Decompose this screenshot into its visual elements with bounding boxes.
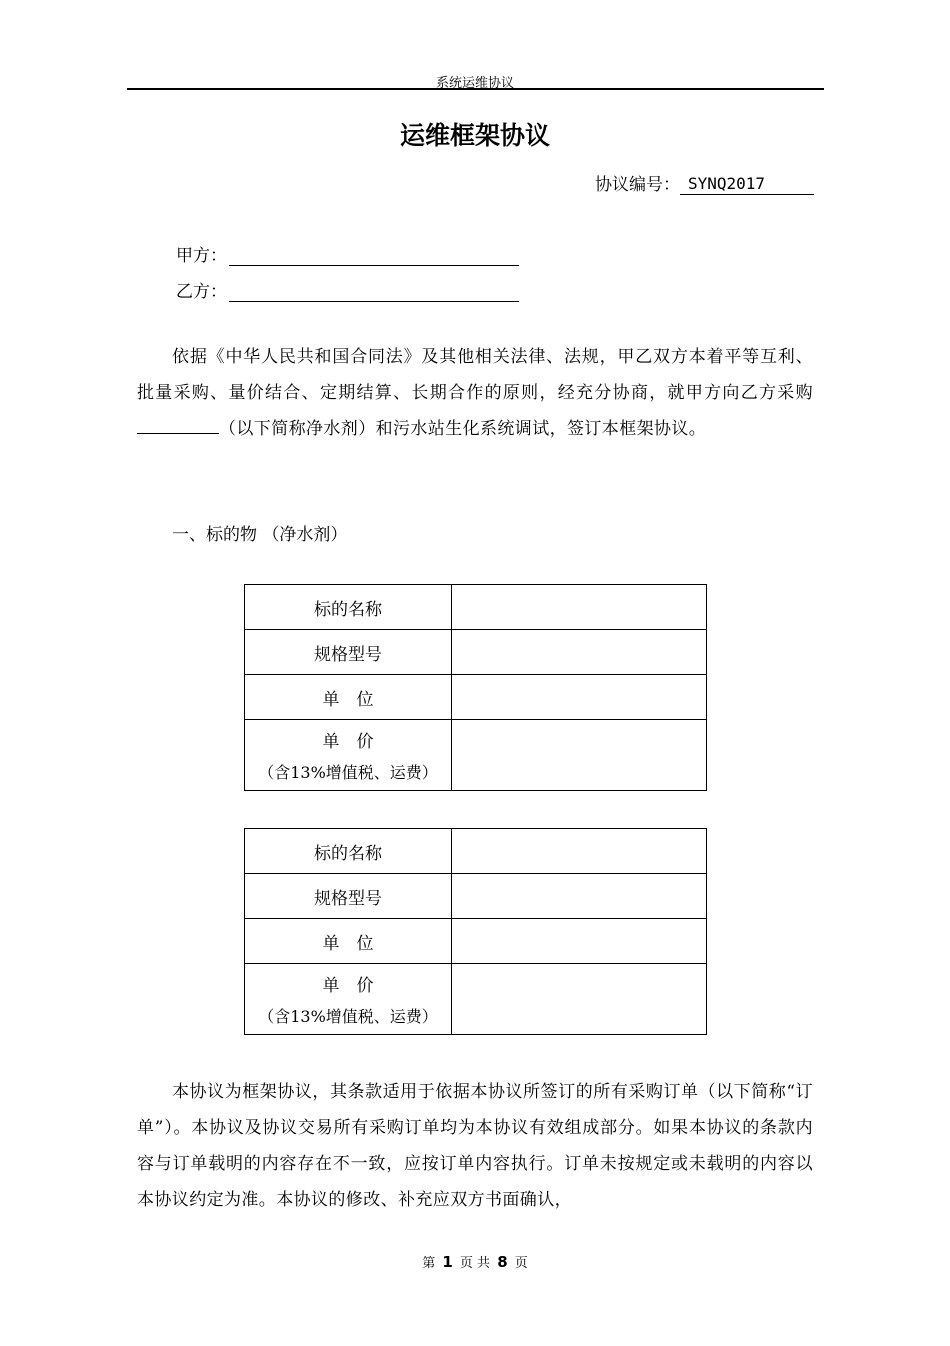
agreement-number <box>595 170 814 195</box>
table-row <box>245 630 707 675</box>
table-sublabel: （含13%增值税、运费） <box>258 763 438 782</box>
party-b-label: 乙方： <box>176 282 227 302</box>
table-sublabel: （含13%增值税、运费） <box>258 1007 438 1026</box>
table-value-cell[interactable] <box>452 919 707 964</box>
page-footer <box>0 1252 950 1271</box>
header-rule <box>127 88 824 90</box>
table-row <box>245 829 707 874</box>
table-label: 单 位 <box>245 675 452 720</box>
table-row <box>245 964 707 1035</box>
table-label: 规格型号 <box>245 630 452 675</box>
product-blank[interactable] <box>137 415 219 434</box>
table-row <box>245 919 707 964</box>
section-1-heading: 一、标的物 （净水剂） <box>172 525 348 545</box>
party-a-blank[interactable] <box>229 245 519 266</box>
table-label: 标的名称 <box>245 585 452 630</box>
running-header: 系统运维协议 <box>435 76 514 91</box>
table-row <box>245 675 707 720</box>
table-value-cell[interactable] <box>452 964 707 1035</box>
footer-prefix: 第 <box>422 1256 436 1271</box>
table-row <box>245 585 707 630</box>
table-label: 规格型号 <box>245 874 452 919</box>
footer-suffix: 页 <box>514 1256 528 1271</box>
table-row <box>245 874 707 919</box>
table-label: 标的名称 <box>245 829 452 874</box>
table-label: 单 位 <box>245 919 452 964</box>
framework-paragraph: 本协议为框架协议，其条款适用于依据本协议所签订的所有采购订单（以下简称“订单”）。本协议及协议交易所有采购订单均为本协议有效组成部分。如果本协议的条款内容与订单载明的内容存在不一致，应按订单内容执行。订单未按规定或未载明的内容以本协议约定为准。本协议的修改、补充应双方书面确认， <box>137 1082 813 1210</box>
table-value-cell[interactable] <box>452 720 707 791</box>
subject-table-2 <box>244 828 707 1035</box>
table-label-price <box>245 720 452 791</box>
agreement-number-value[interactable]: SYNQ2017 <box>680 174 814 195</box>
footer-page-number: 1 <box>442 1253 453 1271</box>
party-b-blank[interactable] <box>229 281 519 302</box>
table-label: 单 价 <box>322 976 374 996</box>
table-value-cell[interactable] <box>452 630 707 675</box>
intro-text-after: （以下简称净水剂）和污水站生化系统调试，签订本框架协议。 <box>219 419 707 439</box>
footer-total-pages: 8 <box>497 1253 508 1271</box>
intro-text-before: 依据《中华人民共和国合同法》及其他相关法律、法规，甲乙双方本着平等互利、批量采购、量价结合、定期结算、长期合作的原则，经充分协商，就甲方向乙方采购 <box>137 347 813 403</box>
table-row <box>245 720 707 791</box>
intro-paragraph <box>137 339 813 447</box>
party-a <box>176 241 519 266</box>
table-label-price <box>245 964 452 1035</box>
table-value-cell[interactable] <box>452 675 707 720</box>
table-value-cell[interactable] <box>452 829 707 874</box>
table-label: 单 价 <box>322 732 374 752</box>
party-b <box>176 277 519 302</box>
agreement-number-label: 协议编号： <box>595 175 680 195</box>
subject-table-1 <box>244 584 707 791</box>
party-a-label: 甲方： <box>176 246 227 266</box>
table-value-cell[interactable] <box>452 874 707 919</box>
footer-middle: 页 共 <box>459 1256 491 1271</box>
table-value-cell[interactable] <box>452 585 707 630</box>
document-title: 运维框架协议 <box>399 121 550 150</box>
